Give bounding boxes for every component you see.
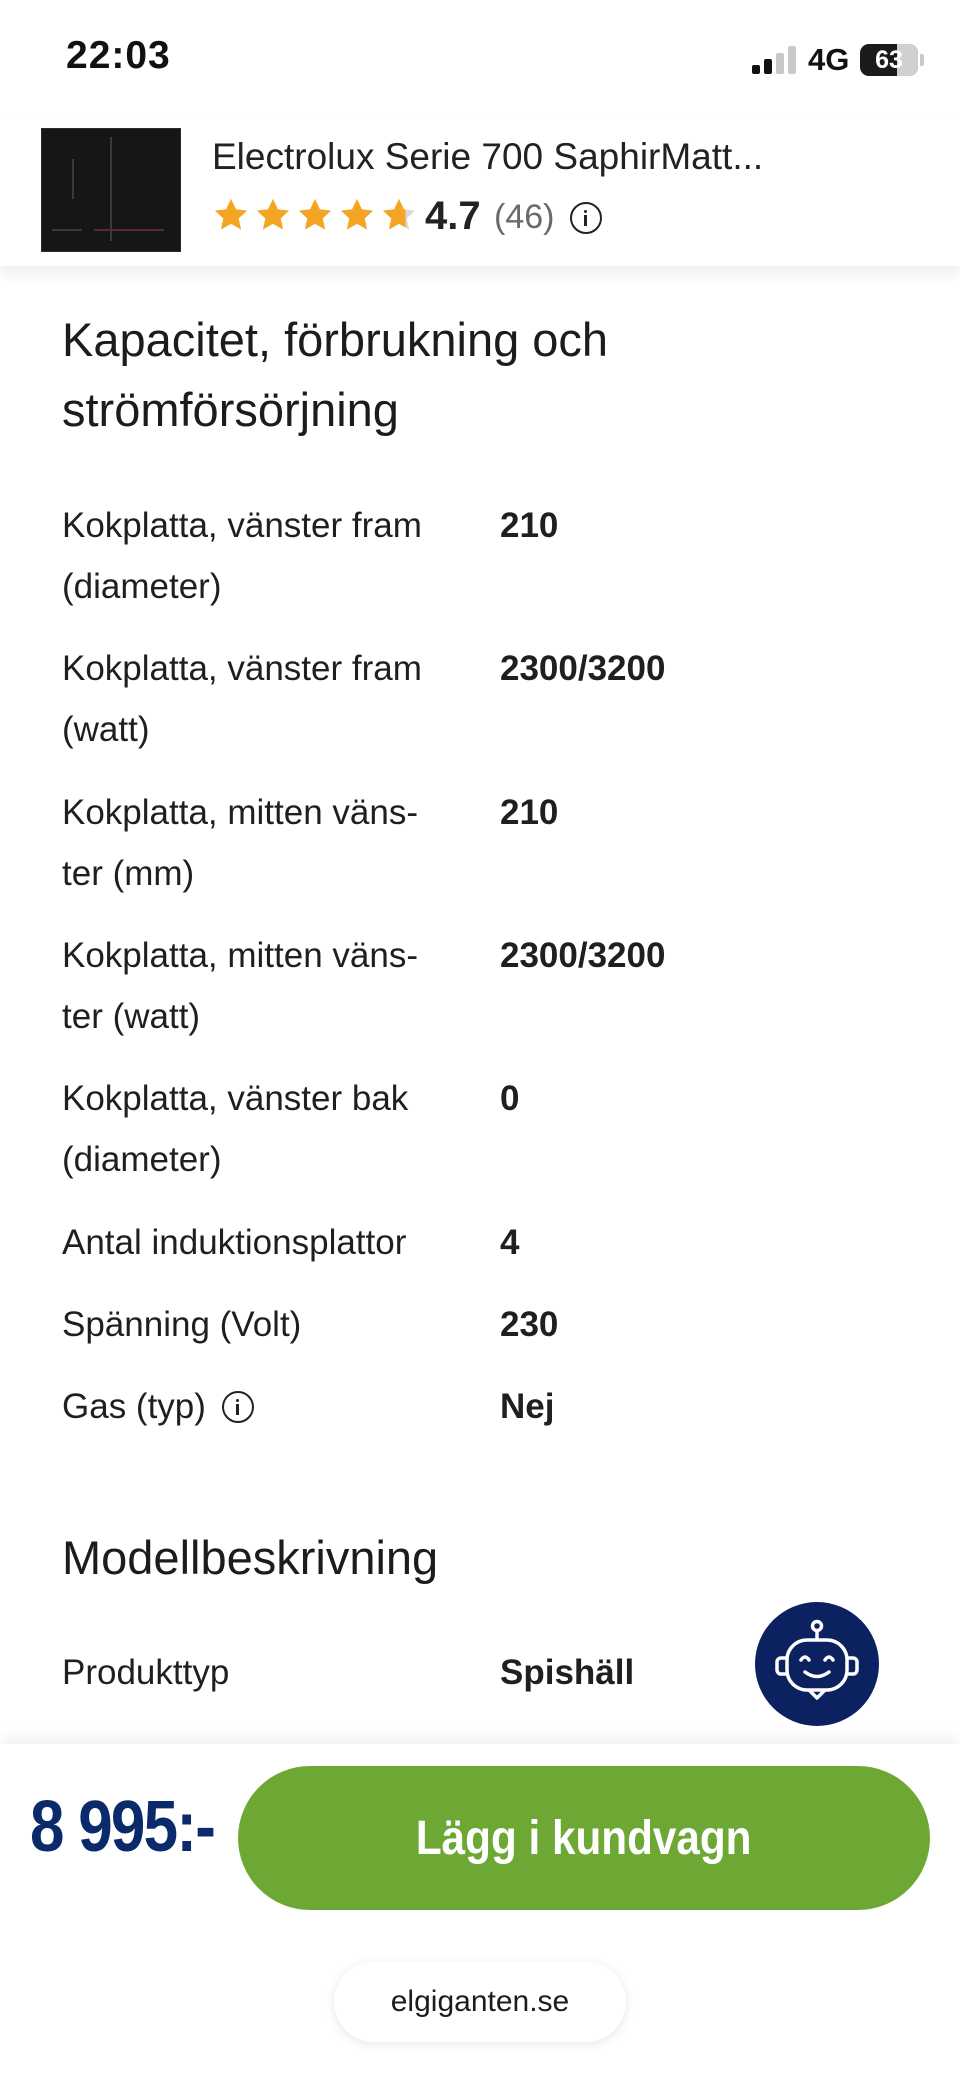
- section-title-line: Modellbeskrivning: [62, 1531, 439, 1584]
- status-time: 22:03: [66, 34, 171, 77]
- spec-value: 230: [500, 1305, 559, 1344]
- spec-label: [62, 638, 472, 760]
- spec-label: [62, 495, 472, 617]
- spec-label-line: Kokplatta, vänster fram: [62, 649, 422, 688]
- chatbot-button[interactable]: [755, 1602, 879, 1726]
- spec-value: 2300/3200: [500, 649, 666, 688]
- spec-label: [62, 1212, 472, 1273]
- section-title-capacity: [62, 305, 608, 445]
- section-title-line: strömförsörjning: [62, 383, 399, 436]
- battery-tip: [920, 54, 924, 66]
- section-title-model: [62, 1523, 438, 1593]
- gas-info-icon[interactable]: [222, 1391, 254, 1423]
- product-thumbnail[interactable]: [41, 128, 181, 252]
- rating-info-icon[interactable]: [570, 202, 602, 234]
- spec-label: [62, 925, 472, 1047]
- spec-value: 0: [500, 1079, 520, 1118]
- star-icon: [212, 196, 250, 234]
- spec-value: Nej: [500, 1387, 555, 1426]
- spec-label-line: Spänning (Volt): [62, 1305, 302, 1344]
- spec-label-line: ter (watt): [62, 997, 201, 1036]
- star-icon: [254, 196, 292, 234]
- spec-value: 2300/3200: [500, 936, 666, 975]
- star-icon: [338, 196, 376, 234]
- spec-label-line: (diameter): [62, 1140, 222, 1179]
- battery-icon: [860, 44, 918, 76]
- spec-label-line: (diameter): [62, 567, 222, 606]
- spec-label: [62, 782, 472, 904]
- spec-value: Spishäll: [500, 1653, 635, 1692]
- spec-value: 4: [500, 1223, 520, 1262]
- spec-label-line: Produkttyp: [62, 1653, 230, 1692]
- star-icon: [380, 196, 418, 234]
- url-bar[interactable]: elgiganten.se: [334, 1962, 626, 2042]
- add-to-cart-label: Lägg i kundvagn: [416, 1811, 752, 1865]
- spec-label: [62, 1376, 472, 1437]
- spec-label-line: (watt): [62, 710, 150, 749]
- spec-label: [62, 1068, 472, 1190]
- review-count[interactable]: (46): [494, 198, 555, 236]
- robot-icon: [755, 1602, 879, 1726]
- network-type: 4G: [808, 42, 850, 77]
- add-to-cart-button[interactable]: [238, 1766, 930, 1910]
- section-title-line: Kapacitet, förbrukning och: [62, 313, 609, 366]
- battery-level: 63: [875, 46, 903, 74]
- status-bar: [0, 0, 960, 120]
- spec-label: [62, 1642, 472, 1703]
- spec-label: [62, 1294, 472, 1355]
- spec-value: 210: [500, 793, 559, 832]
- rating-value: 4.7: [425, 194, 481, 238]
- spec-label-line: ter (mm): [62, 854, 195, 893]
- spec-label-line: Kokplatta, vänster bak: [62, 1079, 409, 1118]
- spec-label-line: Antal induktionsplattor: [62, 1223, 407, 1262]
- signal-icon: [752, 46, 796, 74]
- buy-bar: [0, 1744, 960, 2079]
- product-title[interactable]: Electrolux Serie 700 SaphirMatt...: [212, 136, 764, 177]
- star-icon: [296, 196, 334, 234]
- spec-label-line: Gas (typ): [62, 1387, 206, 1426]
- spec-label-line: Kokplatta, mitten väns-: [62, 936, 418, 975]
- spec-label-line: Kokplatta, mitten väns-: [62, 793, 418, 832]
- star-rating[interactable]: [212, 196, 418, 234]
- product-header[interactable]: [0, 120, 960, 266]
- spec-value: 210: [500, 506, 559, 545]
- spec-label-line: Kokplatta, vänster fram: [62, 506, 422, 545]
- price: 8 995:-: [30, 1787, 215, 1867]
